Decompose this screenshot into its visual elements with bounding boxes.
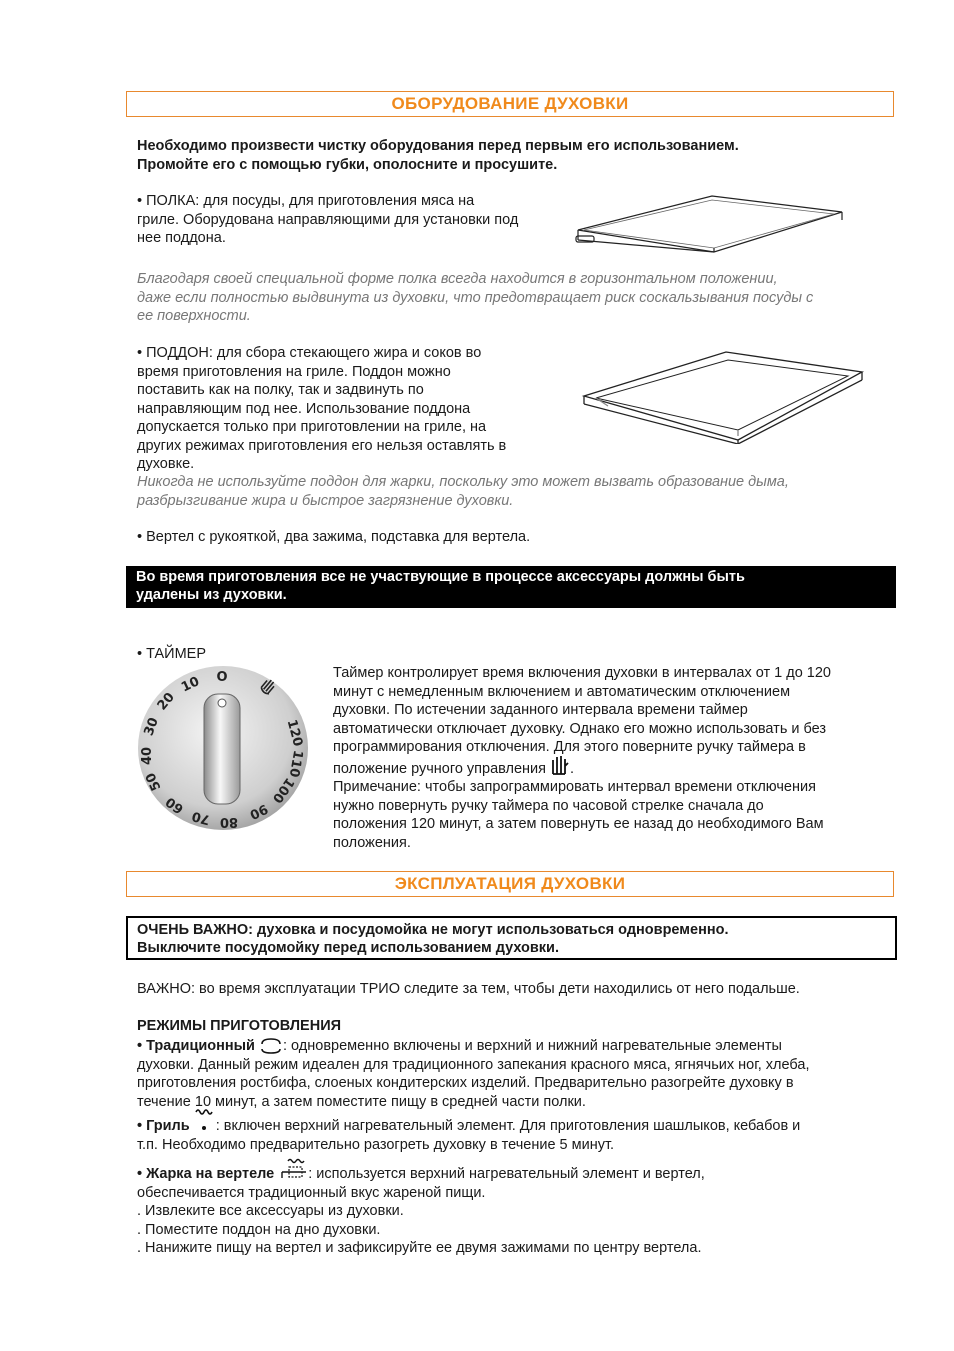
section-title-operation: ЭКСПЛУАТАЦИЯ ДУХОВКИ [126,871,894,897]
tray-line: • ПОДДОН: для сбора стекающего жира и соков во [137,345,482,361]
dial-label-70: 70 [190,807,212,827]
timer-manual-text: положение ручного управления [333,760,547,777]
mode-rotisserie-line: обеспечивается традиционный вкус жареной пищи. [137,1184,486,1201]
tray-description [137,344,506,474]
timer-knob [204,694,240,804]
tray-line: время приготовления на гриле. Поддон можно [137,363,451,380]
very-important-line: Выключите посудомойку перед использованием духовки. [137,940,559,956]
rotisserie-mode-icon [278,1158,308,1182]
mode-grill-first-line [137,1117,897,1136]
dial-label-30: 30 [141,715,162,738]
mode-rotisserie [137,1165,897,1258]
child-safety-line: ВАЖНО: во время эксплуатации ТРИО следите за тем, чтобы дети находились от него подальше. [137,981,800,997]
timer-line: программирования отключения. Для этого поверните ручку таймера в [333,739,806,755]
mode-rotisserie-label: • Жарка на вертеле [137,1166,275,1182]
intro-line: Необходимо произвести чистку оборудования перед первым его использованием. [137,138,739,154]
timer-note-line: положения 120 минут, а затем повернуть ее назад до необходимого Вам [333,816,824,832]
mode-traditional-line: течение 10 минут, а затем поместите пищу в средней части полки. [137,1093,586,1110]
shelf-note-line: ее поверхности. [137,308,251,324]
dial-label-110: 110 [285,748,306,779]
mode-traditional-first-line [137,1037,897,1056]
mode-traditional-label: • Традиционный [137,1038,255,1054]
timer-note-line: Примечание: чтобы запрограммировать интервал времени отключения [333,779,816,795]
tray-line: поставить как на полку, так и задвинуть по [137,382,424,398]
dial-label-80: 80 [219,814,239,829]
timer-line: минут с немедленным включением и автоматическим отключением [333,683,791,700]
mode-traditional-text: : одновременно включены и верхний и нижний нагревательные элементы [282,1038,782,1054]
mode-grill-text: : включен верхний нагревательный элемент. Для приготовления шашлыков, кебабов и [215,1118,801,1134]
tray-note-line: разбрызгивание жира и быстрое загрязнение духовки. [137,492,514,509]
intro-text [137,137,739,174]
tray-note [137,473,789,510]
mode-grill-label: • Гриль [137,1118,190,1134]
shelf-line: • ПОЛКА: для посуды, для приготовления мяса на [137,193,475,209]
dial-label-20: 20 [154,689,178,714]
dial-label-90: 90 [247,800,270,822]
timer-heading: • ТАЙМЕР [137,646,206,662]
tray-line: направляющим под нее. Использование поддона [137,400,471,417]
timer-note-line: нужно повернуть ручку таймера по часовой стрелке сначала до [333,797,764,814]
tray-line: допускается только при приготовлении на гриле, на [137,419,487,435]
dial-label-50: 50 [143,770,165,793]
intro-line: Промойте его с помощью губки, ополосните и просушите. [137,156,558,173]
mode-rotisserie-line: . Извлеките все аксессуары из духовки. [137,1203,404,1219]
mode-traditional [137,1037,897,1111]
shelf-note-line: даже если полностью выдвинута из духовки, что предотвращает риск соскальзывания посуды с [137,289,814,306]
mode-grill-line: т.п. Необходимо предварительно разогреть духовку в течение 5 минут. [137,1136,615,1153]
timer-dial-illustration [136,664,310,832]
timer-line: Таймер контролирует время включения духовки в интервалах от 1 до 120 [333,665,831,681]
shelf-line: нее поддона. [137,230,226,246]
spit-accessories-line: • Вертел с рукояткой, два зажима, подставка для вертела. [137,529,531,545]
shelf-line: гриле. Оборудована направляющими для установки под [137,211,519,228]
timer-manual-line [333,760,831,779]
dial-label-10: 10 [179,674,202,696]
mode-traditional-line: духовки. Данный режим идеален для традиционного запекания красного мяса, ягнячьих ног, хлеба, [137,1056,810,1073]
dial-label-40: 40 [140,746,155,766]
accessories-warning-bar [126,566,896,608]
timer-description [333,664,831,852]
mode-rotisserie-line: . Поместите поддон на дно духовки. [137,1221,381,1238]
tray-line: духовке. [137,456,195,472]
mode-grill [137,1117,897,1154]
mode-rotisserie-line: . Нанижите пищу на вертел и зафиксируйте ее двумя зажимами по центру вертела. [137,1240,702,1256]
mode-traditional-line: приготовления ростбифа, слоеных кондитерских изделий. Предварительно разогрейте духовку в [137,1075,794,1091]
mode-rotisserie-text: : используется верхний нагревательный элемент и вертел, [308,1166,705,1182]
shelf-note [137,270,813,326]
timer-manual-period: . [570,760,575,777]
tray-note-line: Никогда не используйте поддон для жарки, поскольку это может вызвать образование дыма, [137,474,789,490]
timer-note-line: положения. [333,834,411,851]
section-title-equipment: ОБОРУДОВАНИЕ ДУХОВКИ [126,91,894,117]
very-important-box [126,916,897,960]
very-important-line: ОЧЕНЬ ВАЖНО: духовка и посудомойка не могут использоваться одновременно. [137,922,729,938]
dial-label-120: 120 [283,718,306,749]
timer-line: автоматически отключает духовку. Однако его можно использовать и без [333,720,827,737]
oven-shelf-illustration [572,190,852,256]
hand-icon [550,754,570,776]
dial-label-off: O [216,670,228,685]
shelf-description [137,192,518,248]
timer-line: духовки. По истечении заданного интервала времени таймер [333,702,748,718]
dial-label-100: 100 [268,774,297,806]
warning-line: удалены из духовки. [136,587,287,603]
shelf-note-line: Благодаря своей специальной форме полка всегда находится в горизонтальном положении, [137,271,778,287]
cooking-modes-heading: РЕЖИМЫ ПРИГОТОВЛЕНИЯ [137,1018,342,1034]
tray-line: других режимах приготовления его нельзя оставлять в [137,437,507,454]
traditional-mode-icon [259,1037,283,1055]
warning-line: Во время приготовления все не участвующие в процессе аксессуары должны быть [136,569,745,585]
mode-rotisserie-first-line [137,1165,897,1184]
grill-mode-icon [194,1108,216,1134]
dial-label-60: 60 [163,793,187,817]
drip-tray-illustration [578,346,866,444]
